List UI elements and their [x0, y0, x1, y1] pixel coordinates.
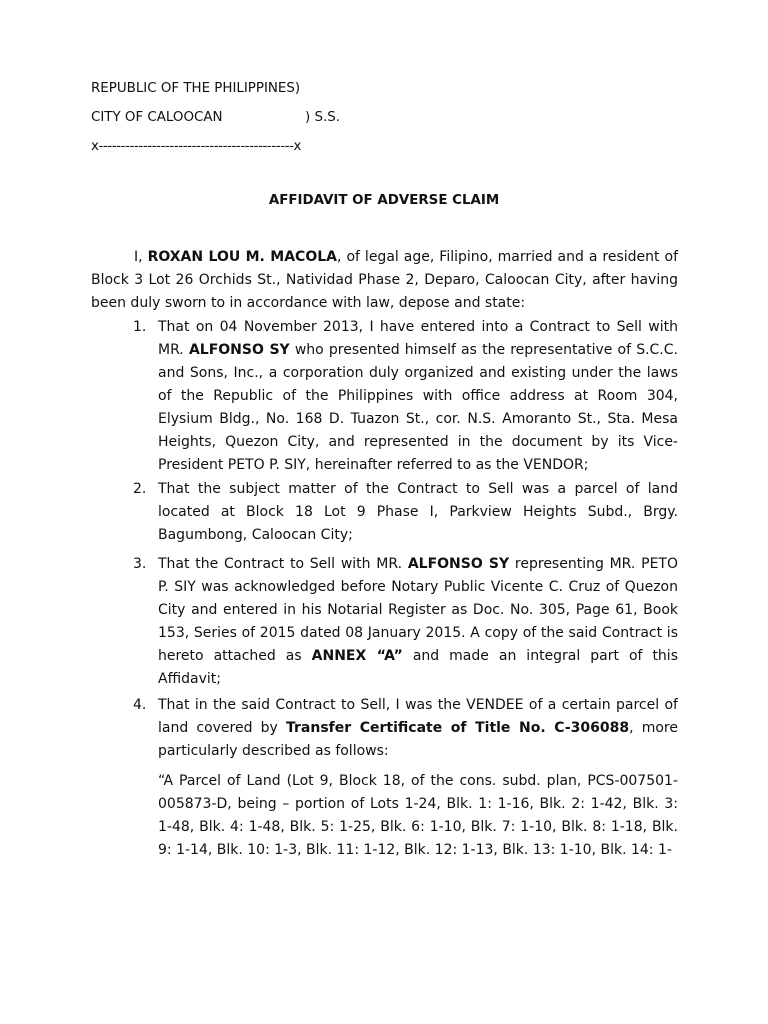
intro-prefix: I, — [134, 249, 148, 265]
intro-paragraph — [91, 246, 678, 315]
document-title: AFFIDAVIT OF ADVERSE CLAIM — [268, 193, 500, 208]
item-text-part: That in the said Contract to Sell, I was the VENDEE of a certain parcel of land covered by — [158, 697, 678, 736]
item-text-part: That the Contract to Sell with MR. — [158, 556, 408, 572]
list-item — [133, 316, 678, 477]
item-text-part: who presented himself as the representative of S.C.C. and Sons, Inc., a corporation duly organized and existing under the laws of the Republic of the Philippines with office address at Room 304, Elysium Bldg., No. 168 D. Tuazon St., cor. N.S. Amoranto St., Sta. Mesa Heights, Quezon City, and represented in the document by its Vice-President PETO P. SIY, hereinafter referred to as the VENDOR; — [158, 342, 678, 473]
item-text — [158, 316, 678, 477]
item-bold-name: ALFONSO SY — [407, 556, 510, 572]
item-number: 2. — [133, 481, 147, 497]
item-bold-annex: ANNEX “A” — [311, 648, 403, 664]
list-item — [133, 478, 678, 547]
item-text-part: and made an integral part of this Affidavit; — [158, 648, 678, 687]
property-description-quote: “A Parcel of Land (Lot 9, Block 18, of the cons. subd. plan, PCS-007501-005873-D, being – portion of Lots 1-24, Blk. 1: 1-16, Blk. 2: 1-42, Blk. 3: 1-48, Blk. 4: 1-48, Blk. 5: 1-25, Blk. 6: 1-10, Blk. 7: 1-10, Blk. 8: 1-18, Blk. 9: 1-14, Blk. 10: 1-3, Blk. 11: 1-12, Blk. 12: 1-13, Blk. 13: 1-10, Blk. 14: 1- — [158, 773, 678, 858]
header-ss: ) S.S. — [305, 110, 340, 125]
list-item — [133, 553, 678, 691]
item-text-part: representing MR. PETO P. SIY was acknowledged before Notary Public Vicente C. Cruz of Quezon City and entered in his Notarial Register as Doc. No. 305, Page 61, Book 153, Series of 2015 dated 08 January 2015. A copy of the said Contract is hereto attached as — [158, 556, 678, 664]
header-city: CITY OF CALOOCAN — [91, 110, 223, 125]
item-number: 3. — [133, 556, 147, 572]
item-text-part: That the subject matter of the Contract to Sell was a parcel of land located at Block 18 Lot 9 Phase I, Parkview Heights Subd., Brgy. Bagumbong, Caloocan City; — [158, 481, 678, 543]
list-item — [133, 694, 678, 763]
header-republic: REPUBLIC OF THE PHILIPPINES) — [91, 81, 301, 96]
item-bold-name: ALFONSO SY — [188, 342, 290, 358]
item-text — [158, 553, 678, 691]
affiant-name: ROXAN LOU M. MACOLA — [147, 249, 337, 265]
item-text — [158, 478, 678, 547]
intro-text: , of legal age, Filipino, married and a resident of Block 3 Lot 26 Orchids St., Natividad Phase 2, Deparo, Caloocan City, after having been duly sworn to in accordance with law, depose and state: — [91, 249, 679, 311]
item-text-part: That on 04 November 2013, I have entered into a Contract to Sell with MR. — [158, 319, 678, 358]
item-text-part: , more particularly described as follows: — [158, 720, 678, 759]
item-number: 1. — [133, 319, 147, 335]
item-bold-title: Transfer Certificate of Title No. C-306088 — [286, 720, 630, 736]
header-separator: x--------------------------------------------x — [91, 139, 302, 154]
item-text — [158, 694, 678, 763]
item-number: 4. — [133, 697, 147, 713]
